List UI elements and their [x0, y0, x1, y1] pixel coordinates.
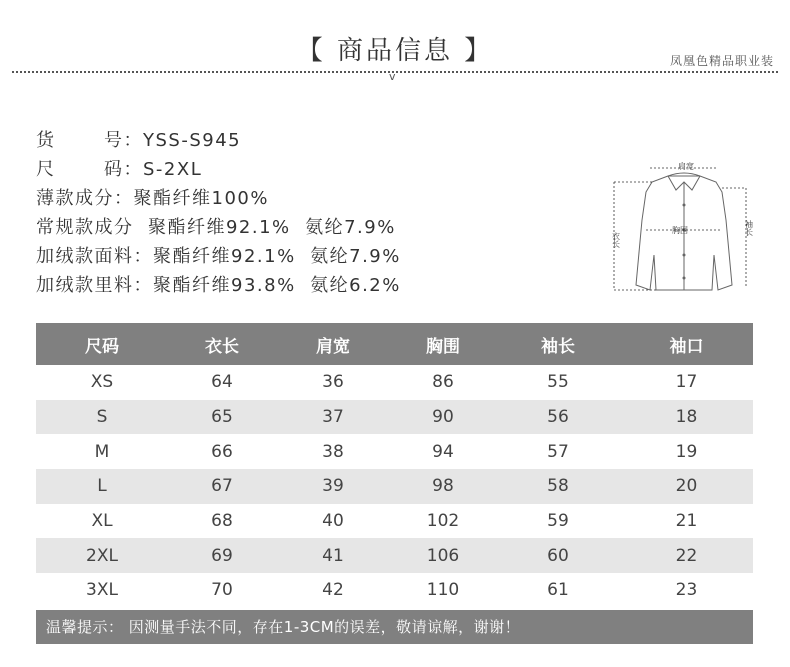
size-table — [36, 323, 753, 608]
table-cell: XS — [90, 372, 114, 393]
table-cell: 86 — [432, 372, 454, 393]
table-cell: 36 — [322, 372, 344, 393]
table-cell: 110 — [426, 580, 460, 601]
info-key-char: 码 — [104, 159, 124, 180]
info-value: 聚酯纤维93.8% 氨纶6.2% — [153, 275, 401, 296]
brand-name: 凤凰色精品职业装 — [669, 54, 774, 68]
table-row — [36, 434, 753, 469]
table-cell: 59 — [547, 511, 569, 532]
table-cell: 61 — [547, 580, 569, 601]
table-cell: 94 — [432, 441, 454, 462]
header-shoulder: 肩宽 — [276, 323, 390, 365]
table-cell: 102 — [426, 511, 460, 532]
info-row-fleece-outer — [36, 242, 401, 271]
table-cell: 21 — [675, 511, 698, 532]
table-cell: 70 — [211, 580, 233, 601]
info-sep: ： — [123, 159, 143, 180]
table-cell: 20 — [620, 469, 753, 504]
table-cell: 39 — [276, 469, 390, 504]
page-title: 【 商品信息 】 — [296, 36, 494, 66]
table-cell: 38 — [322, 441, 344, 462]
table-cell: 90 — [390, 400, 496, 435]
table-cell: 106 — [390, 538, 496, 573]
header-cuff: 袖口 — [620, 323, 753, 365]
table-cell: 37 — [276, 400, 390, 435]
label-shoulder: 肩宽 — [678, 162, 694, 171]
info-value: 聚酯纤维92.1% 氨纶7.9% — [133, 217, 396, 238]
info-value: YSS-S945 — [143, 130, 242, 151]
table-cell: 23 — [675, 580, 698, 601]
table-cell: 56 — [496, 400, 620, 435]
info-key-char: 号 — [104, 130, 124, 151]
table-cell: 22 — [620, 538, 753, 573]
info-sep: ： — [123, 130, 143, 151]
info-value: 聚酯纤维92.1% 氨纶7.9% — [153, 246, 401, 267]
shirt-measurement-diagram — [606, 160, 762, 300]
divider-marker: v — [389, 70, 396, 83]
label-chest: 胸围 — [672, 226, 688, 235]
table-header-row — [36, 323, 753, 365]
table-row — [36, 365, 753, 400]
table-cell: 18 — [620, 400, 753, 435]
info-row-size — [36, 155, 401, 184]
info-label: 加绒款里料： — [36, 275, 153, 296]
table-cell: 60 — [496, 538, 620, 573]
table-cell: S — [36, 400, 168, 435]
table-cell: 40 — [322, 511, 344, 532]
info-row-regular-material — [36, 213, 401, 242]
table-cell: 17 — [675, 372, 698, 393]
table-row — [36, 538, 753, 573]
table-cell: 2XL — [36, 538, 168, 573]
info-key-char: 货 — [36, 130, 56, 151]
table-cell: 69 — [168, 538, 276, 573]
table-row — [36, 504, 753, 539]
info-label: 常规款成分 — [36, 217, 134, 238]
table-cell: 3XL — [86, 580, 118, 601]
table-cell: 19 — [675, 441, 698, 462]
info-key-char: 尺 — [36, 159, 56, 180]
info-row-thin-material — [36, 184, 401, 213]
table-cell: 65 — [168, 400, 276, 435]
table-cell: 98 — [390, 469, 496, 504]
table-cell: 42 — [322, 580, 344, 601]
table-cell: 57 — [547, 441, 569, 462]
table-row — [36, 573, 753, 608]
table-cell: 64 — [211, 372, 233, 393]
table-cell: 55 — [547, 372, 569, 393]
label-sleeve: 袖长 — [744, 220, 754, 236]
table-cell: XL — [91, 511, 113, 532]
table-cell: M — [94, 441, 110, 462]
info-row-fleece-lining — [36, 271, 401, 300]
header-length: 衣长 — [168, 323, 276, 365]
table-cell: 67 — [168, 469, 276, 504]
label-length: 衣长 — [611, 232, 621, 248]
table-cell: 41 — [276, 538, 390, 573]
product-info — [36, 126, 401, 300]
info-value: 聚酯纤维100% — [133, 188, 269, 209]
table-cell: L — [36, 469, 168, 504]
table-row — [36, 469, 753, 504]
info-row-item-number — [36, 126, 401, 155]
header-size: 尺码 — [36, 323, 168, 365]
table-row — [36, 400, 753, 435]
header-chest: 胸围 — [390, 323, 496, 365]
info-label: 加绒款面料： — [36, 246, 153, 267]
table-cell: 68 — [211, 511, 233, 532]
info-label: 薄款成分： — [36, 188, 134, 209]
table-cell: 58 — [496, 469, 620, 504]
tip-banner: 温馨提示： 因测量手法不同，存在1-3CM的误差，敬请谅解，谢谢！ — [36, 610, 753, 644]
info-value: S-2XL — [143, 159, 203, 180]
table-cell: 66 — [211, 441, 233, 462]
header-sleeve: 袖长 — [496, 323, 620, 365]
